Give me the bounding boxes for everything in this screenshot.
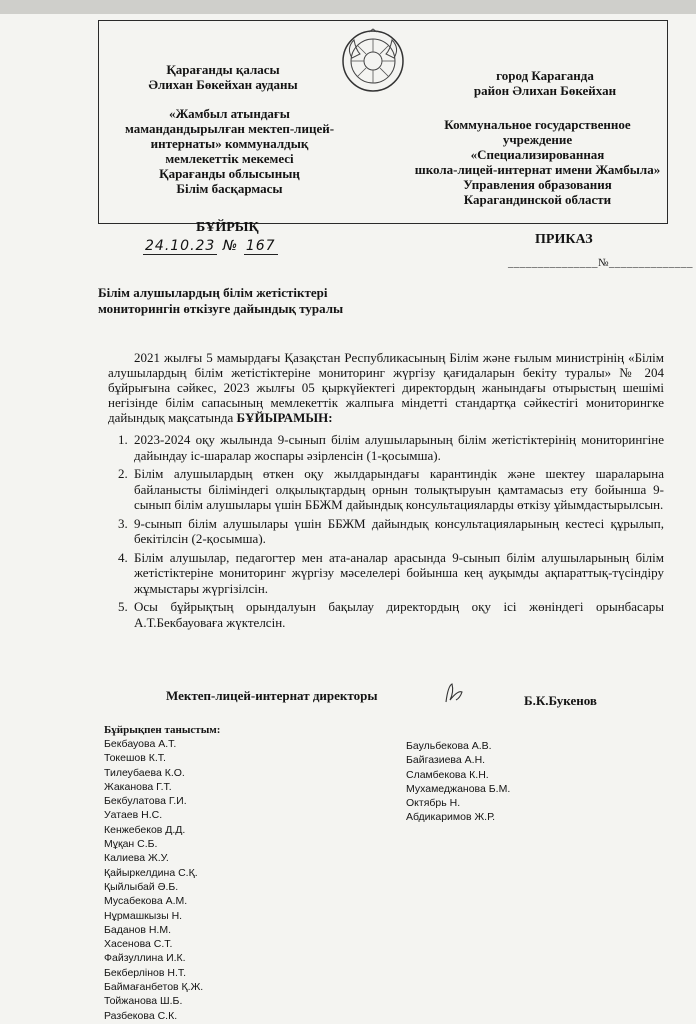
acknowledgement-list-right	[406, 739, 510, 825]
left-header-location	[103, 62, 343, 92]
list-item: Жаканова Г.Т.	[104, 780, 172, 793]
state-emblem-icon	[340, 28, 406, 94]
list-item: Мұқан С.Б.	[104, 838, 158, 851]
list-item: Баданов Н.М.	[104, 923, 171, 936]
list-item: Калиева Ж.У.	[104, 852, 169, 865]
list-item: Файзуллина И.К.	[104, 952, 186, 965]
list-item: Разбекова С.К.	[104, 1009, 178, 1022]
title-line: мониторингін өткізуге дайындық туралы	[98, 301, 344, 316]
director-name: Б.К.Букенов	[524, 693, 597, 708]
document-title	[98, 285, 418, 317]
preamble-command: БҰЙЫРАМЫН:	[236, 410, 333, 425]
list-item: Бекбауова А.Т.	[104, 738, 177, 750]
handwritten-signature-icon	[440, 678, 470, 708]
list-item	[108, 550, 664, 597]
list-item: Абдикаримов Ж.Р.	[406, 811, 496, 824]
item-number: 2.	[118, 466, 128, 481]
title-line: Білім алушылардың білім жетістіктері	[98, 285, 328, 300]
list-item: Қыйлыбай Ә.Б.	[104, 880, 179, 893]
item-text: Білім алушылар, педагогтер мен ата-аналар арасында 9-сынып білім алушыларының білім жетістіктеріне мониторинг жүргізу мәселелері бойынша кең ауқымды ақпараттық-түсіндіру жұмыстары жүргізілсін.	[134, 549, 664, 596]
order-label-kz: БҰЙРЫҚ	[196, 220, 259, 235]
list-item: Нұрмашкызы Н.	[104, 909, 183, 922]
item-text: 9-сынып білім алушылары үшін ББЖМ дайындық консультацияларының кестесі құрылып, бекітілсін (2-қосымша).	[134, 515, 664, 546]
list-item: Токешов К.Т.	[104, 752, 166, 765]
scan-edge	[0, 0, 696, 14]
list-item: Сламбекова К.Н.	[406, 768, 489, 781]
right-head-line: район Әлихан Бөкейхан	[473, 83, 617, 98]
order-items-list	[108, 432, 664, 633]
list-item: Қайыркелдина С.Қ.	[104, 866, 198, 879]
left-org-line: Қарағанды облысының	[159, 166, 300, 181]
order-date: 24.10.23	[145, 238, 216, 254]
list-item	[108, 466, 664, 513]
left-org-line: Білім басқармасы	[176, 181, 283, 196]
list-item: Мусабекова А.М.	[104, 895, 188, 908]
list-item: Бекберлінов Н.Т.	[104, 966, 187, 979]
list-item: Тойжанова Ш.Б.	[104, 995, 183, 1008]
item-number: 4.	[118, 549, 128, 565]
number-sign: №	[222, 238, 239, 254]
list-item	[108, 432, 664, 463]
item-text: Осы бұйрықтың орындалуын бақылау директордың оқу ісі жөніндегі орынбасары А.Т.Бекбауоваға жүктелсін.	[134, 599, 664, 630]
right-org-line: Коммунальное государственное	[444, 117, 631, 132]
left-head-line: Қарағанды қаласы	[166, 62, 280, 77]
list-item: Тилеубаева К.О.	[104, 766, 185, 779]
list-item: Бекбулатова Г.И.	[104, 795, 187, 808]
list-item: Хасенова С.Т.	[104, 938, 173, 951]
left-org-line: мемлекеттік мекемесі	[165, 151, 294, 166]
right-head-line: город Караганда	[496, 68, 594, 83]
right-org-line: Управления образования	[463, 177, 612, 192]
left-org-line: мамандандырылған мектеп-лицей-	[124, 121, 335, 136]
preamble-text: 2021 жылғы 5 мамырдағы Қазақстан Республикасының Білім және ғылым министрінің «Білім алушылардың білім жетістіктеріне мониторинг жүргізу қағидаларын бекіту туралы» № 204 бұйрығына сәйкес, 2023 жылғы 05 қыркүйектегі директордың жанындағы отырыстың шешімі негізінде білім сапасының мемлекеттік жалпыға міндетті стандартқа сәйкестігі мониторингке дайындық мақсатында	[108, 350, 664, 425]
right-org-line: «Специализированная	[470, 147, 605, 162]
right-org-line: Карагандинской области	[463, 192, 612, 207]
left-org-line: интернаты» коммуналдық	[150, 136, 309, 151]
acknowledgement-list-left	[104, 737, 203, 1023]
list-item: Уатаев Н.С.	[104, 809, 163, 822]
acknowledgement-heading: Бұйрықпен таныстым:	[104, 724, 221, 736]
right-header-organization	[405, 117, 670, 207]
item-number: 5.	[118, 599, 128, 614]
list-item: Мухамеджанова Б.М.	[406, 782, 511, 795]
right-org-line: школа-лицей-интернат имени Жамбыла»	[414, 162, 661, 177]
order-label-ru: ПРИКАЗ	[535, 232, 593, 247]
director-position: Мектеп-лицей-интернат директоры	[166, 688, 378, 703]
list-item	[108, 599, 664, 630]
list-item: Кенжебеков Д.Д.	[104, 823, 186, 836]
list-item: Баймағанбетов Қ.Ж.	[104, 981, 204, 994]
list-item: Октябрь Н.	[406, 797, 461, 810]
left-org-line: «Жамбыл атындағы	[169, 106, 290, 121]
right-header-location	[440, 68, 650, 98]
order-ru-blank-line: _______________№______________	[508, 257, 693, 269]
preamble	[108, 350, 664, 425]
list-item	[108, 516, 664, 547]
left-header-organization	[112, 106, 347, 196]
left-head-line: Әлихан Бөкейхан ауданы	[148, 77, 298, 92]
item-text: 2023-2024 оқу жылында 9-сынып білім алушыларының білім жетістіктерінің мониторингіне дайындау іс-шаралар жоспары әзірленсін (1-қосымша).	[134, 432, 664, 463]
list-item: Байгазиева А.Н.	[406, 754, 486, 767]
item-number: 1.	[118, 432, 128, 447]
order-number: 167	[245, 238, 276, 254]
list-item: Баульбекова А.В.	[406, 740, 492, 752]
right-org-line: учреждение	[502, 132, 573, 147]
item-number: 3.	[118, 515, 128, 531]
order-date-number	[143, 238, 278, 254]
item-text: Білім алушылардың өткен оқу жылдарындағы карантиндік және шектеу шараларына байланысты біліміндегі олқылықтардың орнын толықтыруын қамтамасыз ету бойынша 9-сынып білім алушылары үшін ББЖМ дайындық консультацияларды өткізу ұйымдастырылсын.	[134, 466, 664, 512]
